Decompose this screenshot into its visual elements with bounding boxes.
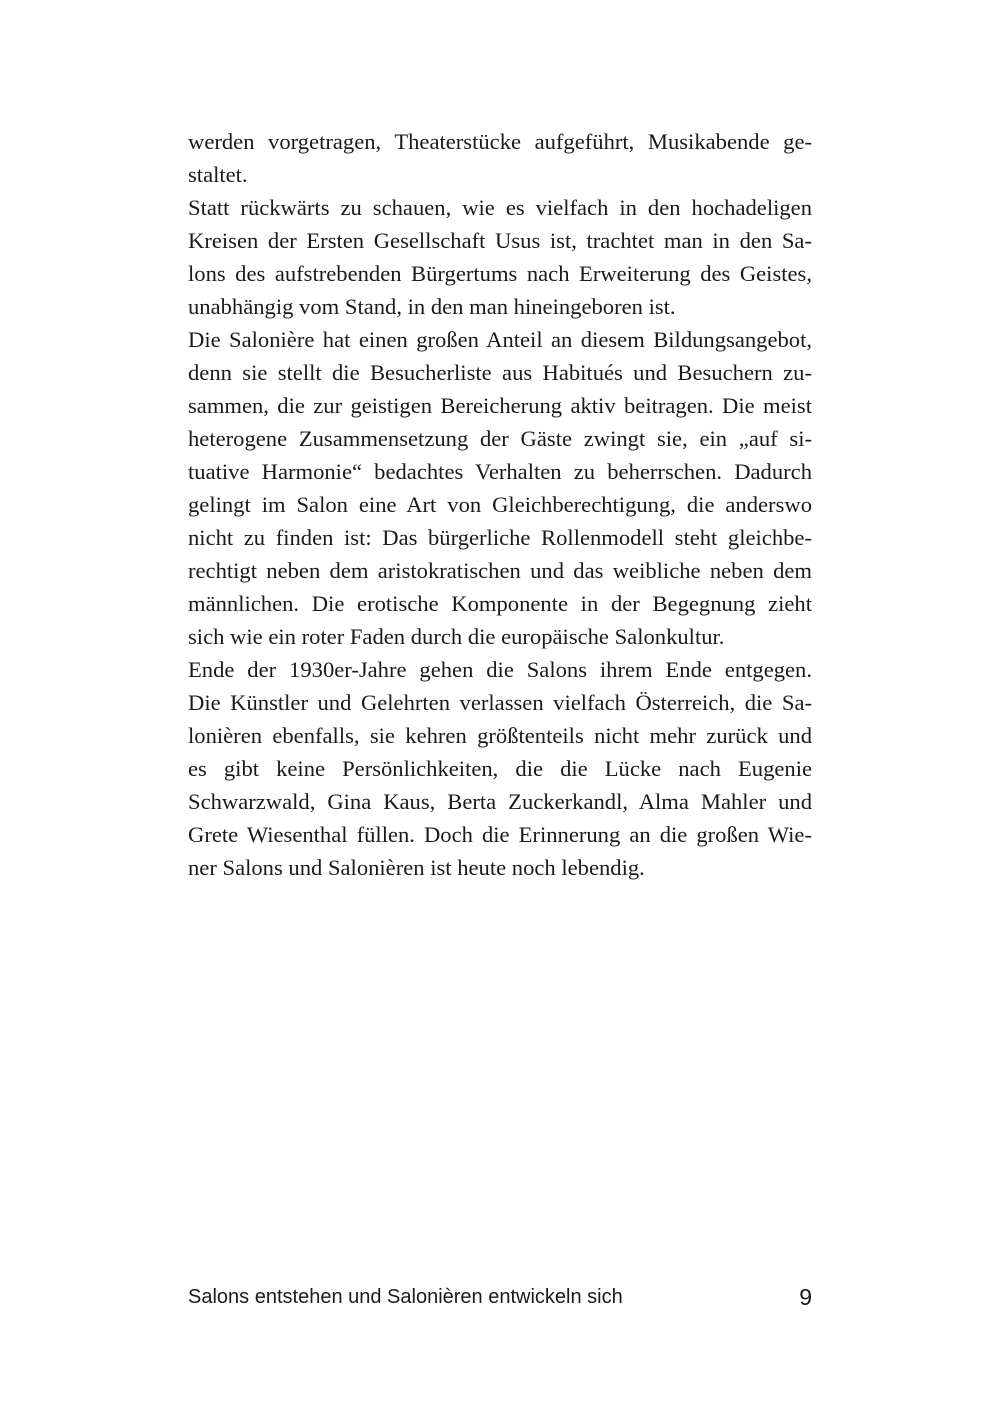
text-line: sammen, die zur geistigen Bereicherung aktiv beitragen. Die meist <box>188 393 812 418</box>
text-line: heterogene Zusammensetzung der Gäste zwingt sie, ein „auf si- <box>188 426 812 451</box>
text-line: sich wie ein roter Faden durch die europäische Salonkultur. <box>188 624 725 649</box>
paragraph-4 <box>188 653 812 884</box>
text-line: gelingt im Salon eine Art von Gleichberechtigung, die anderswo <box>188 492 812 517</box>
paragraph-1 <box>188 125 812 191</box>
text-line: Kreisen der Ersten Gesellschaft Usus ist, trachtet man in den Sa- <box>188 228 812 253</box>
text-line: männlichen. Die erotische Komponente in der Begegnung zieht <box>188 591 812 616</box>
body-text <box>188 125 812 884</box>
text-line: Schwarzwald, Gina Kaus, Berta Zuckerkandl, Alma Mahler und <box>188 789 812 814</box>
text-line: unabhängig vom Stand, in den man hineingeboren ist. <box>188 294 676 319</box>
text-line: lonièren ebenfalls, sie kehren größtenteils nicht mehr zurück und <box>188 723 812 748</box>
text-line: Die Salonière hat einen großen Anteil an diesem Bildungsangebot, <box>188 327 812 352</box>
text-line: denn sie stellt die Besucherliste aus Habitués und Besuchern zu- <box>188 360 812 385</box>
text-line: Ende der 1930er-Jahre gehen die Salons ihrem Ende entgegen. <box>188 657 812 682</box>
text-line: nicht zu finden ist: Das bürgerliche Rollenmodell steht gleichbe- <box>188 525 812 550</box>
paragraph-3 <box>188 323 812 653</box>
page-number: 9 <box>799 1284 812 1310</box>
text-line: es gibt keine Persönlichkeiten, die die Lücke nach Eugenie <box>188 756 812 781</box>
running-title: Salons entstehen und Salonièren entwickeln sich <box>188 1286 623 1308</box>
text-line: Statt rückwärts zu schauen, wie es vielfach in den hochadeligen <box>188 195 812 220</box>
text-line: Grete Wiesenthal füllen. Doch die Erinnerung an die großen Wie- <box>188 822 812 847</box>
paragraph-2 <box>188 191 812 323</box>
page-footer <box>188 1280 812 1314</box>
text-line: tuative Harmonie“ bedachtes Verhalten zu beherrschen. Dadurch <box>188 459 812 484</box>
text-line: werden vorgetragen, Theaterstücke aufgeführt, Musikabende ge- <box>188 129 812 154</box>
text-line: rechtigt neben dem aristokratischen und das weibliche neben dem <box>188 558 812 583</box>
text-line: ner Salons und Salonièren ist heute noch lebendig. <box>188 855 645 880</box>
text-line: lons des aufstrebenden Bürgertums nach Erweiterung des Geistes, <box>188 261 812 286</box>
text-line: staltet. <box>188 162 248 187</box>
text-line: Die Künstler und Gelehrten verlassen vielfach Österreich, die Sa- <box>188 690 812 715</box>
